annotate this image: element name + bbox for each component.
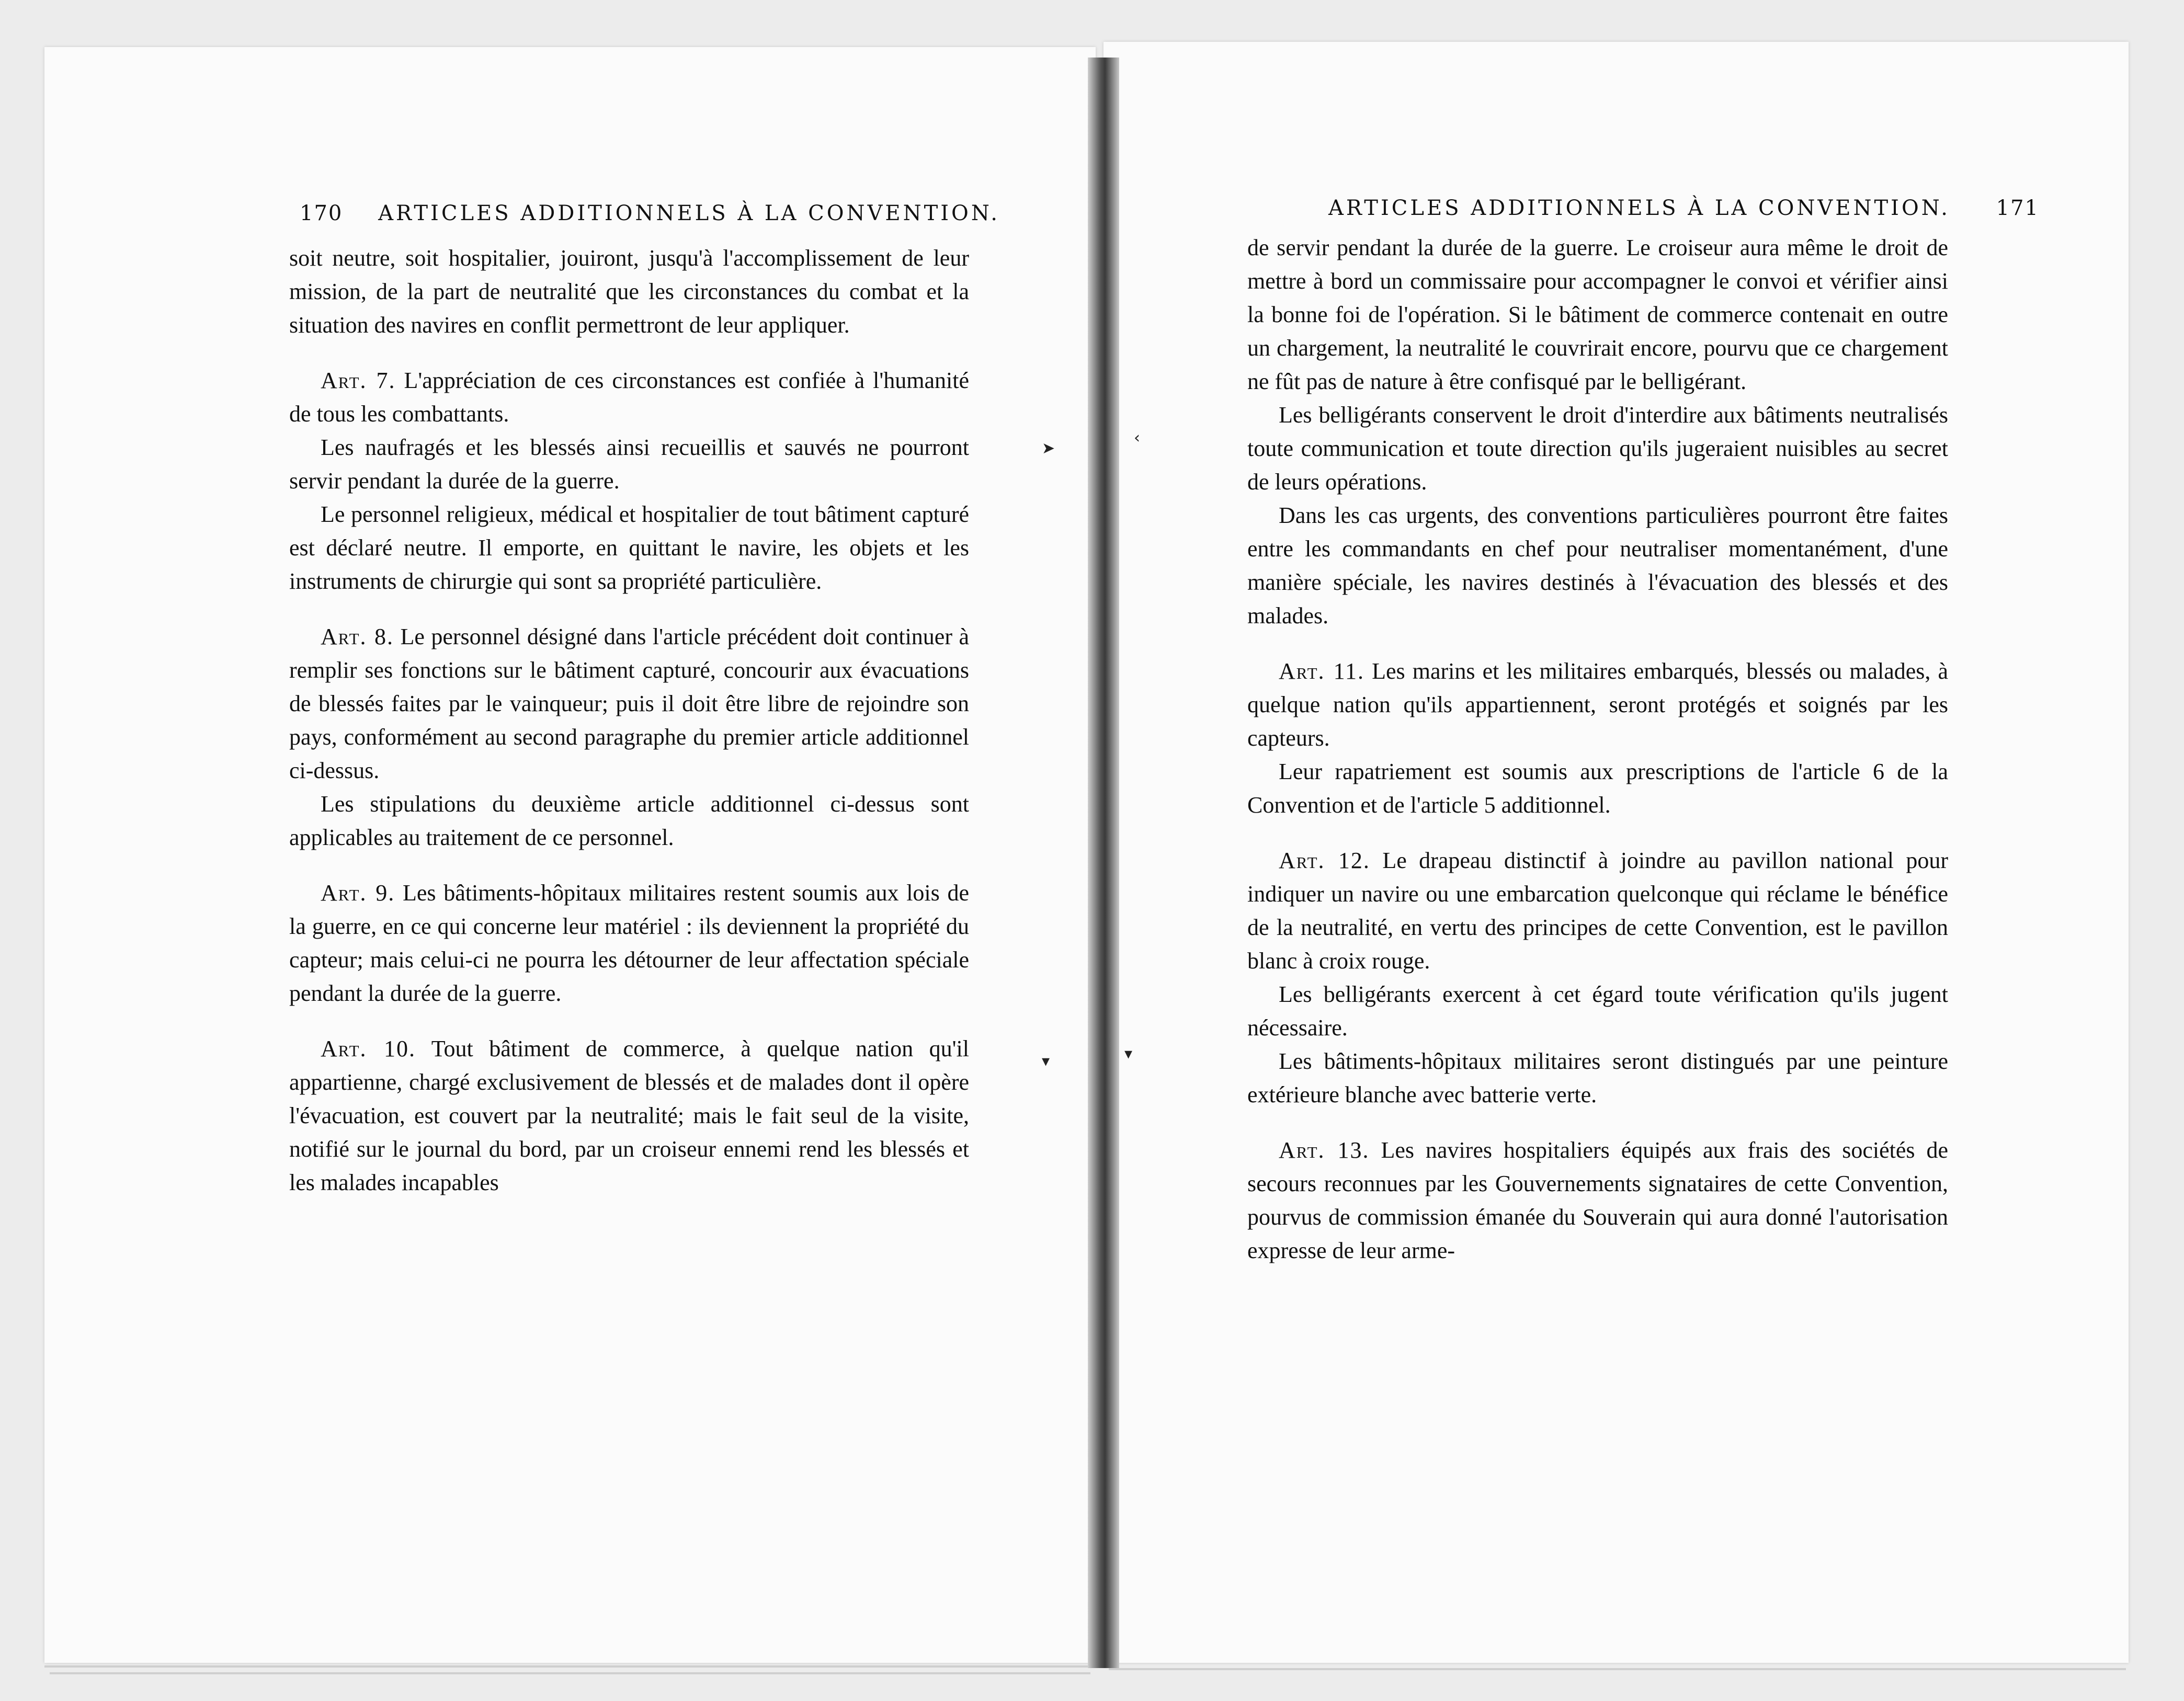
paragraph — [1247, 398, 1948, 499]
margin-mark: ▾ — [1124, 1045, 1133, 1063]
right-page — [1104, 42, 2129, 1663]
paragraph — [1247, 844, 1948, 978]
paragraph — [289, 1032, 969, 1200]
article-label: Art. 12. — [1279, 848, 1370, 873]
paragraph — [1247, 978, 1948, 1045]
book-gutter — [1088, 58, 1119, 1668]
paragraph-text: Tout bâtiment de commerce, à quelque nation qu'il appartienne, chargé exclusivement de blessés et de malades dont il opère l'évacuation, est couvert par la neutralité; mais le fait seul de la visite, notifié sur le journal du bord, par un croiseur ennemi rend les blessés et les malades incapables — [289, 1036, 969, 1195]
article-label: Art. 7. — [321, 368, 396, 393]
paragraph-text: de servir pendant la durée de la guerre. Le croiseur aura même le droit de mettre à bord un commissaire pour accompagner le convoi et vérifier ainsi la bonne foi de l'opération. Si le bâtiment de commerce contenait en outre un chargement, la neutralité le couvrirait encore, pourvu que ce chargement ne fût pas de nature à être confisqué par le belligérant. — [1247, 235, 1948, 394]
paragraph-text: Les marins et les militaires embarqués, blessés ou malades, à quelque nation qu'ils appartiennent, seront protégés et soignés par les capteurs. — [1247, 658, 1949, 751]
paragraph — [1247, 231, 1948, 398]
article-label: Art. 9. — [321, 880, 395, 906]
left-page-header — [300, 201, 1000, 225]
paragraph — [289, 242, 969, 342]
article-label: Art. 8. — [321, 624, 394, 649]
paragraph-text: L'appréciation de ces circonstances est confiée à l'humanité de tous les combattants. — [289, 368, 969, 427]
right-page-number: 171 — [1996, 196, 2040, 220]
margin-mark: ➤ — [1042, 439, 1055, 458]
paragraph-text: Les navires hospitaliers équipés aux frais des sociétés de secours reconnues par les Gouvernements signataires de cette Convention, pourvus de commission émanée du Souverain qui aura donné l'autorisation expresse de leur arme- — [1247, 1137, 1949, 1263]
left-running-title: ARTICLES ADDITIONNELS À LA CONVENTION. — [378, 201, 1000, 225]
paragraph-text: Les bâtiments-hôpitaux militaires seront distingués par une peinture extérieure blanche avec batterie verte. — [1247, 1048, 1948, 1108]
paragraph-text: Les naufragés et les blessés ainsi recueillis et sauvés ne pourront servir pendant la durée de la guerre. — [289, 435, 969, 494]
margin-mark: ▾ — [1042, 1052, 1050, 1070]
article-label: Art. 13. — [1279, 1137, 1370, 1163]
paragraph-text: Les stipulations du deuxième article additionnel ci-dessus sont applicables au traitement de ce personnel. — [289, 791, 969, 850]
right-page-body — [1247, 231, 1948, 1268]
right-page-header — [1328, 196, 2039, 220]
paragraph — [289, 431, 969, 498]
paragraph — [289, 364, 969, 431]
page-stack-edge — [50, 1672, 1090, 1674]
paragraph-text: Les bâtiments-hôpitaux militaires restent soumis aux lois de la guerre, en ce qui concerne leur matériel : ils deviennent la propriété du capteur; mais celui-ci ne pourra les détourner de leur affectation spéciale pendant la durée de la guerre. — [289, 880, 970, 1006]
paragraph — [289, 876, 969, 1010]
paragraph-text: Le personnel religieux, médical et hospitalier de tout bâtiment capturé est déclaré neutre. Il emporte, en quittant le navire, les objets et les instruments de chirurgie qui sont sa propriété particulière. — [289, 501, 969, 594]
left-page-body — [289, 242, 969, 1200]
margin-mark: ‹ — [1134, 429, 1140, 447]
paragraph — [289, 620, 969, 787]
paragraph-text: Dans les cas urgents, des conventions particulières pourront être faites entre les commandants en chef pour neutraliser momentanément, d'une manière spéciale, les navires destinés à l'évacuation des blessés et des malades. — [1247, 503, 1948, 629]
paragraph — [1247, 1045, 1948, 1112]
paragraph — [1247, 755, 1948, 822]
left-page-number: 170 — [300, 201, 343, 225]
paragraph-text: Les belligérants exercent à cet égard toute vérification qu'ils jugent nécessaire. — [1247, 981, 1948, 1041]
paragraph — [1247, 655, 1948, 755]
page-stack-edge — [1109, 1668, 2126, 1670]
page-stack-edge — [44, 1665, 1090, 1668]
paragraph-text: Leur rapatriement est soumis aux prescriptions de l'article 6 de la Convention et de l'article 5 additionnel. — [1247, 759, 1948, 818]
paragraph-text: Le personnel désigné dans l'article précédent doit continuer à remplir ses fonctions sur le bâtiment capturé, concourir aux évacuations de blessés faites par le vainqueur; puis il doit être libre de rejoindre son pays, conformément au second paragraphe du premier article additionnel ci-dessus. — [289, 624, 969, 783]
article-label: Art. 10. — [321, 1036, 416, 1061]
paragraph-text: Le drapeau distinctif à joindre au pavillon national pour indiquer un navire ou une embarcation quelconque qui réclame le bénéfice de la neutralité, en vertu des principes de cette Convention, est le pavillon blanc à croix rouge. — [1247, 848, 1948, 974]
paragraph-text: soit neutre, soit hospitalier, jouiront, jusqu'à l'accomplissement de leur mission, de la part de neutralité que les circonstances du combat et la situation des navires en conflit permettront de leur appliquer. — [289, 245, 969, 338]
left-page — [44, 47, 1096, 1663]
paragraph — [289, 787, 969, 854]
paragraph — [1247, 499, 1948, 633]
article-label: Art. 11. — [1279, 658, 1364, 684]
right-running-title: ARTICLES ADDITIONNELS À LA CONVENTION. — [1328, 196, 1950, 220]
paragraph-text: Les belligérants conservent le droit d'interdire aux bâtiments neutralisés toute communication et toute direction qu'ils jugeraient nuisibles au secret de leurs opérations. — [1247, 402, 1948, 495]
paragraph — [289, 498, 969, 598]
paragraph — [1247, 1134, 1948, 1268]
